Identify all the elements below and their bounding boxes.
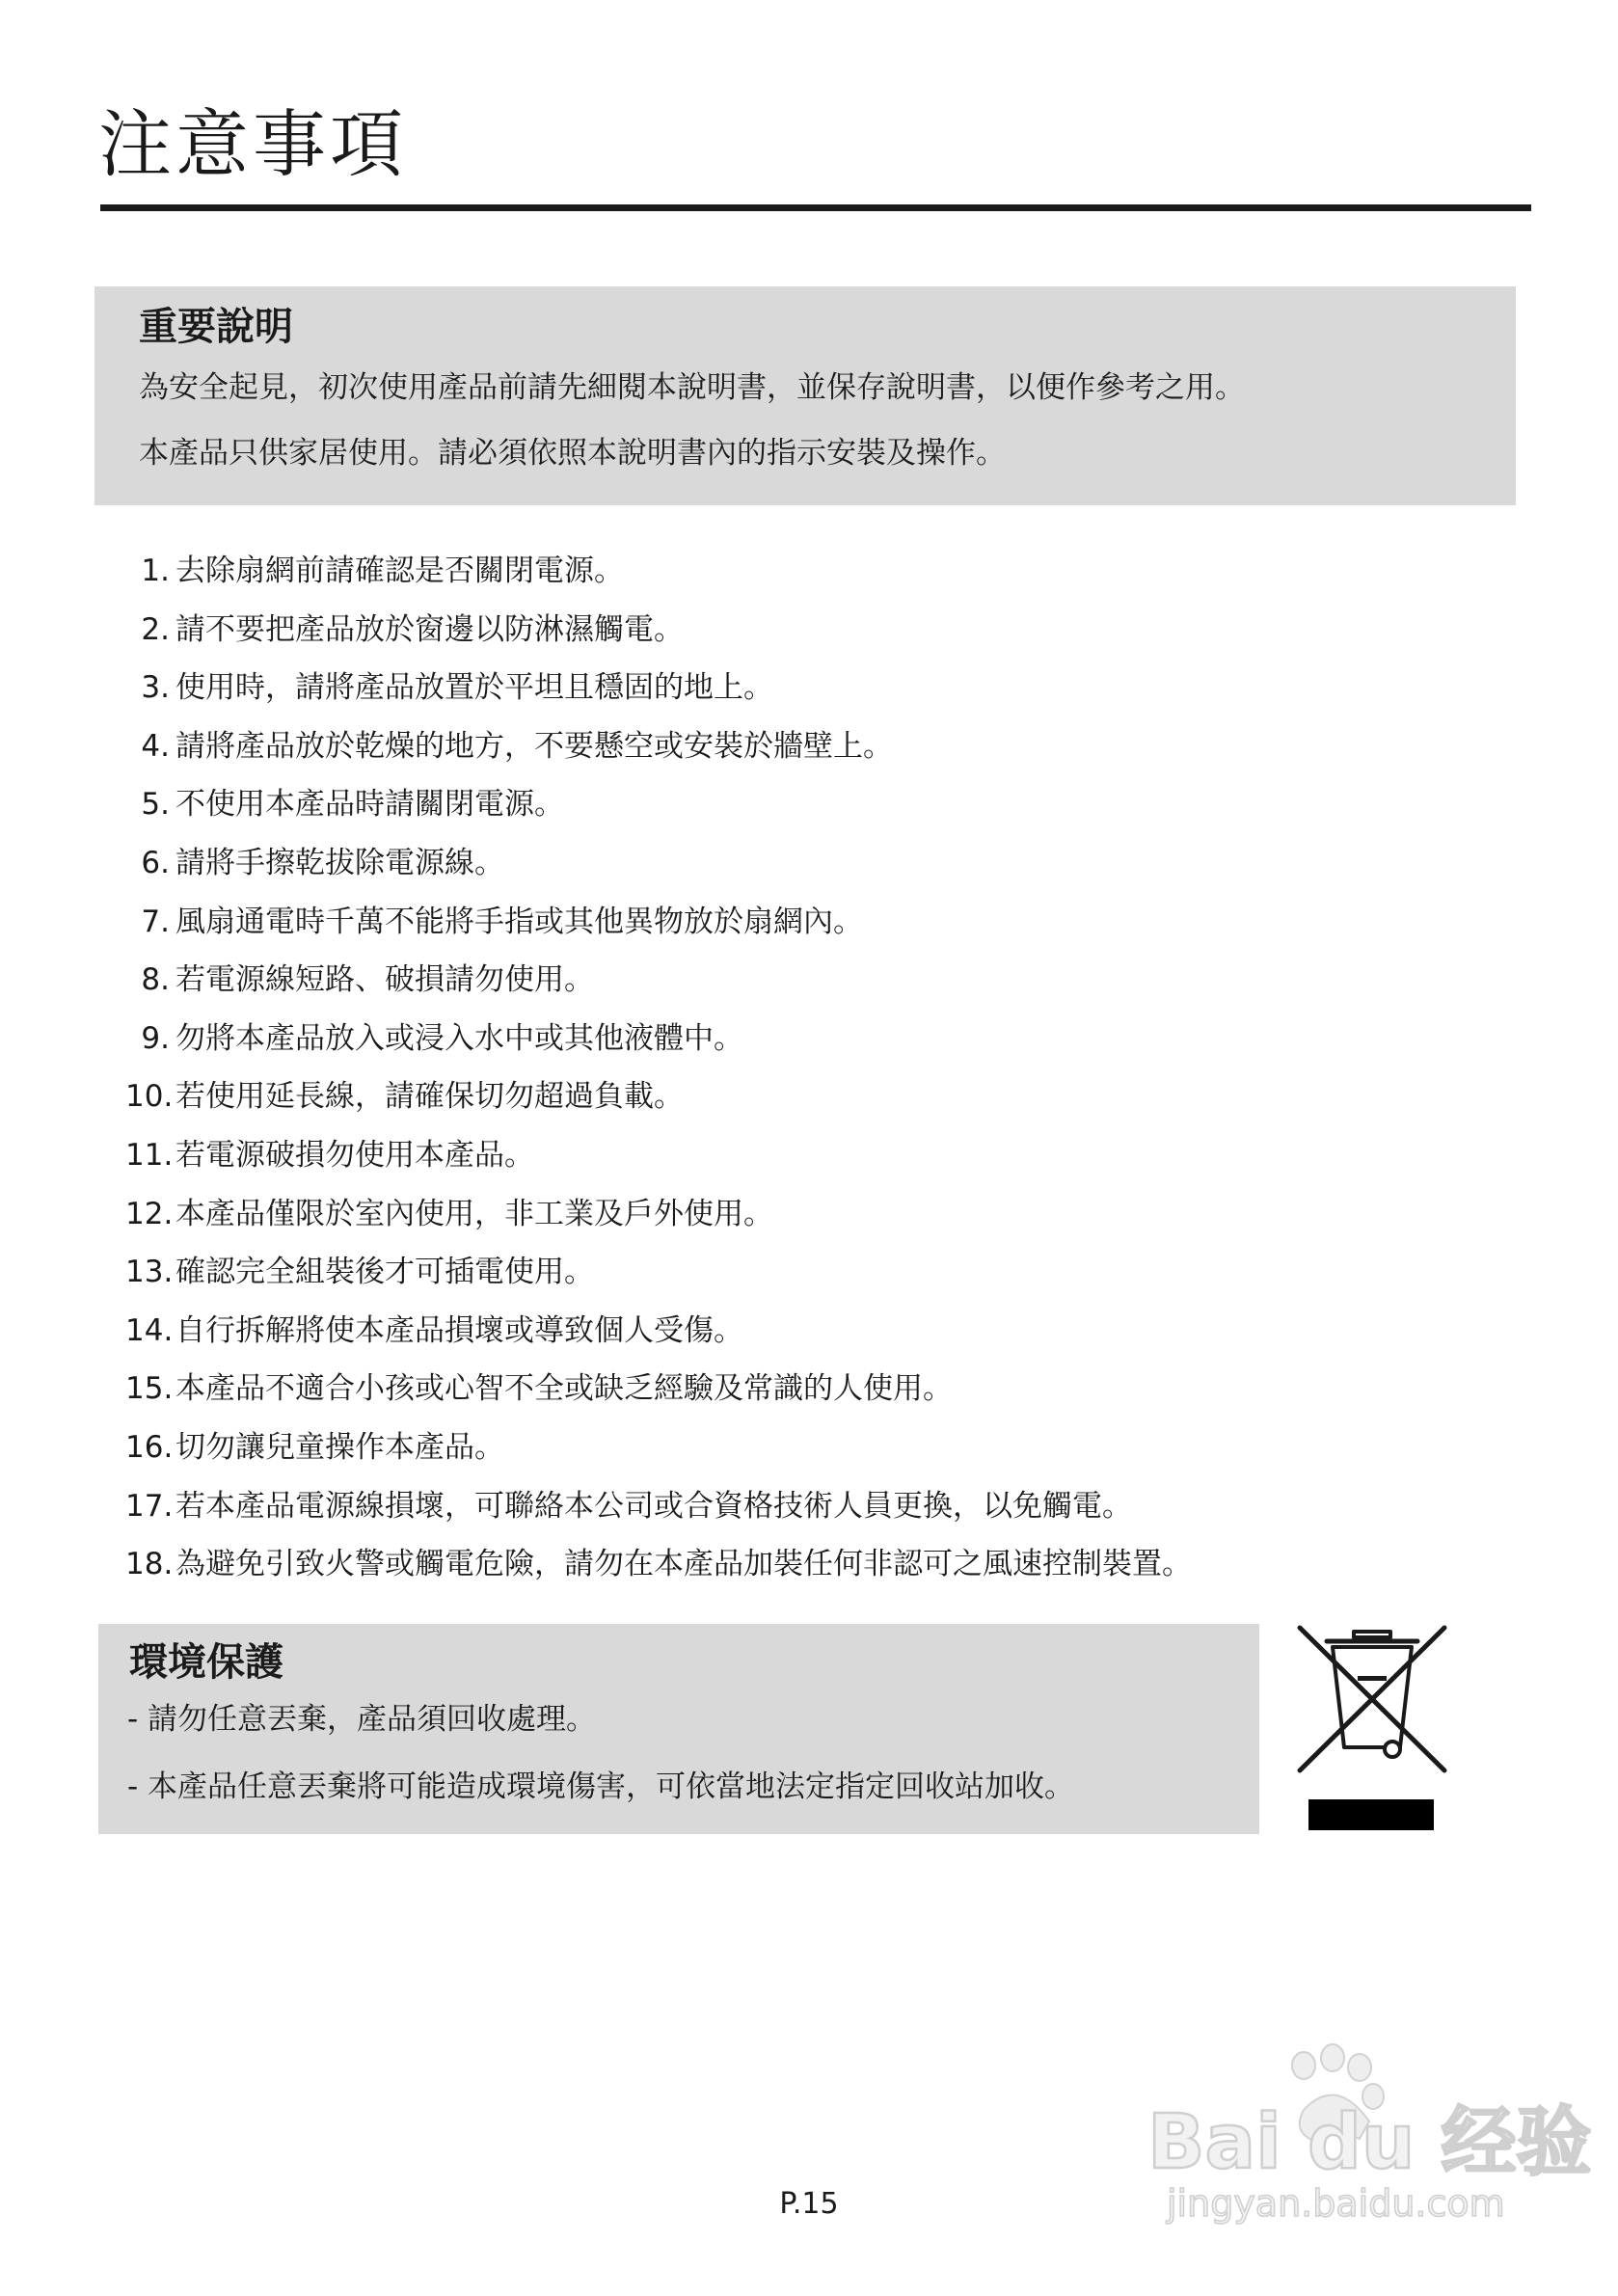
watermark-url: jingyan.baidu.com bbox=[1167, 2182, 1505, 2225]
rule-text: 確認完全組裝後才可插電使用。 bbox=[175, 1255, 594, 1290]
list-item bbox=[125, 844, 1192, 903]
list-item bbox=[125, 668, 1192, 727]
environment-notice-box bbox=[98, 1624, 1259, 1834]
rule-number: 10. bbox=[125, 1079, 174, 1115]
list-item bbox=[125, 1545, 1192, 1604]
rule-text: 去除扇網前請確認是否關閉電源。 bbox=[175, 554, 624, 588]
rule-number: 6. bbox=[141, 845, 170, 880]
rule-number: 4. bbox=[141, 728, 170, 764]
rule-text: 自行拆解將使本產品損壞或導致個人受傷。 bbox=[175, 1312, 743, 1348]
rule-text: 請將產品放於乾燥的地方，不要懸空或安裝於牆壁上。 bbox=[175, 728, 893, 764]
rule-text: 為避免引致火警或觸電危險，請勿在本產品加裝任何非認可之風速控制裝置。 bbox=[175, 1547, 1192, 1582]
list-item bbox=[125, 903, 1192, 961]
rule-text: 切勿讓兒童操作本產品。 bbox=[175, 1429, 504, 1465]
watermark-brand: Bai du 经验 bbox=[1147, 2099, 1592, 2186]
list-item bbox=[125, 727, 1192, 786]
environment-heading: 環境保護 bbox=[129, 1640, 283, 1685]
list-item bbox=[125, 552, 1192, 610]
important-notice-box bbox=[94, 286, 1516, 505]
rule-number: 9. bbox=[141, 1020, 170, 1056]
important-line-2: 本產品只供家居使用。請必須依照本說明書內的指示安裝及操作。 bbox=[139, 436, 1006, 471]
list-item bbox=[125, 1019, 1192, 1078]
safety-rules-list bbox=[125, 552, 1192, 1604]
important-line-1: 為安全起見，初次使用產品前請先細閱本說明書，並保存說明書，以便作參考之用。 bbox=[139, 370, 1245, 405]
rule-text: 若電源線短路、破損請勿使用。 bbox=[175, 962, 594, 998]
rule-number: 14. bbox=[125, 1312, 174, 1348]
environment-line-1: - 請勿任意丟棄，產品須回收處理。 bbox=[127, 1702, 597, 1737]
rule-text: 若電源破損勿使用本產品。 bbox=[175, 1137, 534, 1173]
rule-number: 18. bbox=[125, 1547, 174, 1582]
list-item bbox=[125, 1253, 1192, 1311]
rule-number: 1. bbox=[141, 554, 170, 588]
rule-text: 風扇通電時千萬不能將手指或其他異物放於扇網內。 bbox=[175, 904, 863, 939]
rule-text: 本產品不適合小孩或心智不全或缺乏經驗及常識的人使用。 bbox=[175, 1371, 953, 1407]
page-number: P.15 bbox=[779, 2187, 839, 2221]
list-item bbox=[125, 610, 1192, 669]
baidu-watermark bbox=[1147, 2054, 1592, 2247]
rule-text: 若使用延長線，請確保切勿超過負載。 bbox=[175, 1079, 684, 1115]
rule-number: 5. bbox=[141, 787, 170, 823]
list-item bbox=[125, 1369, 1192, 1428]
list-item bbox=[125, 1487, 1192, 1546]
rule-text: 使用時，請將產品放置於平坦且穩固的地上。 bbox=[175, 670, 773, 706]
list-item bbox=[125, 1311, 1192, 1370]
list-item bbox=[125, 1136, 1192, 1195]
rule-number: 7. bbox=[141, 904, 170, 939]
rule-number: 13. bbox=[125, 1255, 174, 1290]
page-title: 注意事項 bbox=[98, 101, 407, 187]
title-divider bbox=[100, 204, 1531, 211]
rule-text: 請將手擦乾拔除電源線。 bbox=[175, 845, 504, 880]
list-item bbox=[125, 1077, 1192, 1136]
rule-number: 3. bbox=[141, 670, 170, 706]
list-item bbox=[125, 785, 1192, 844]
rule-number: 12. bbox=[125, 1196, 174, 1231]
rule-number: 2. bbox=[141, 611, 170, 647]
rule-text: 勿將本產品放入或浸入水中或其他液體中。 bbox=[175, 1020, 743, 1056]
rule-text: 若本產品電源線損壞，可聯絡本公司或合資格技術人員更換，以免觸電。 bbox=[175, 1488, 1132, 1524]
crossed-bin-icon bbox=[1292, 1624, 1452, 1834]
rule-text: 本產品僅限於室內使用，非工業及戶外使用。 bbox=[175, 1196, 773, 1231]
list-item bbox=[125, 960, 1192, 1019]
list-item bbox=[125, 1428, 1192, 1487]
rule-text: 請不要把產品放於窗邊以防淋濕觸電。 bbox=[175, 611, 684, 647]
rule-number: 8. bbox=[141, 962, 170, 998]
rule-number: 16. bbox=[125, 1429, 174, 1465]
rule-number: 11. bbox=[125, 1137, 174, 1173]
important-heading: 重要說明 bbox=[139, 305, 293, 349]
rule-text: 不使用本產品時請關閉電源。 bbox=[175, 787, 564, 823]
environment-line-2: - 本產品任意丟棄將可能造成環境傷害，可依當地法定指定回收站加收。 bbox=[127, 1769, 1075, 1804]
list-item bbox=[125, 1195, 1192, 1254]
rule-number: 17. bbox=[125, 1488, 174, 1524]
rule-number: 15. bbox=[125, 1371, 174, 1407]
